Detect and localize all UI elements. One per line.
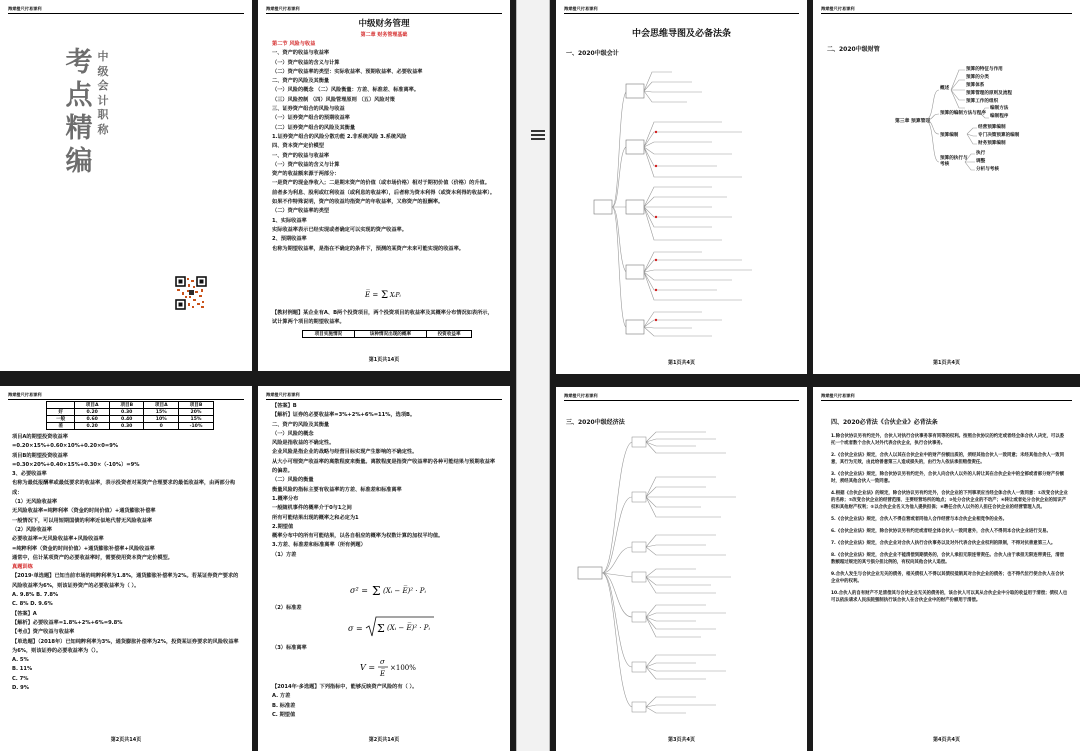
header-rule [821, 13, 1072, 14]
text-line: C. 8% D. 9.6% [12, 601, 53, 608]
text-line: 无风险收益率=纯粹利率（资金的时间价值）+通货膨胀补偿率 [12, 508, 156, 515]
page-header-label: 海棠橙尺付易课利 [821, 393, 855, 398]
text-line: 也称为期望收益率，是指在不确定的条件下，预测的某资产未来可能实现的收益率。 [272, 245, 464, 252]
text-line: C. 7% [12, 675, 29, 682]
table-cell: 10% [144, 416, 179, 423]
text-line: 二、资产的风险及其衡量 [272, 78, 330, 85]
text-line: 1.证券资产组合的风险分散功能 2.非系统风险 3.系统风险 [272, 133, 407, 140]
page-header-label: 海棠橙尺付易课利 [564, 6, 598, 11]
text-line: 四、资本资产定价模型 [272, 143, 324, 150]
text-line: 【2014年·多选题】下列指标中，能够反映资产风险的有（ ）。 [272, 684, 418, 690]
text-line: （三）风险控制 （四）风险管理原则 （五）风险对策 [272, 96, 395, 103]
text-line: 二、资产的风险及其衡量 [272, 421, 330, 428]
example-text: 【教材例题】某企业有A、B两个投资项目，两个投资项目的收益率及其概率分布情况如表所示，试计算两个项目的期望收益率。 [272, 310, 493, 325]
std-formula [346, 614, 436, 642]
table-cell: 0.60 [75, 416, 110, 423]
text-line: 3.方差、标准差和标准离率（所有例题） [272, 542, 366, 549]
text-line: 三、证券资产组合的风险与收益 [272, 106, 345, 113]
mindmap-branch-overview: 概述 [940, 86, 950, 91]
cover-small-title [95, 50, 111, 137]
table-cell: 0.30 [109, 423, 144, 430]
page-number: 第1页共14页 [368, 357, 400, 363]
text-line: C. 期望值 [272, 711, 296, 718]
text-line: （1）无风险收益率 [12, 499, 58, 506]
text-line: 2.期望值 [272, 523, 294, 530]
text-line: 【答案】B [272, 403, 297, 409]
page-header-label: 海棠橙尺付易课利 [821, 6, 855, 11]
text-line: （二）资产收益率的类型 [272, 208, 330, 215]
table-cell: 0.20 [75, 409, 110, 416]
law-article: 7.《合伙企业法》规定，合伙企业对合伙人执行合伙事务以及对外代表合伙企业权利的限制，不得对抗善意第三人。 [831, 541, 1056, 546]
svg-text:(Xᵢ − E̅)² · Pᵢ: (Xᵢ − E̅)² · Pᵢ [383, 587, 426, 595]
text-line: 一、资产的收益与收益率 [272, 152, 330, 159]
qr-code-image [175, 276, 207, 310]
table-cell: 15% [179, 416, 214, 423]
mindmap-leaf: 编制程序 [990, 114, 1009, 119]
text-line: （一）资产收益的含义与计算 [272, 161, 340, 168]
header-rule [8, 399, 244, 400]
text-line: （二）风险的衡量 [272, 477, 314, 484]
page-number: 第2页共14页 [368, 737, 400, 743]
text-line: （1）方差 [272, 551, 297, 558]
law-article: 6.《合伙企业法》规定，除合伙协议另有约定或者经全体合伙人一致同意外，合伙人不得同本合伙企业进行交易。 [831, 529, 1051, 534]
text-line: 前者多为利息、股利或红利收益（或利息的收益率），后者称为资本利得（或资本利得的收益率）。 [272, 189, 496, 196]
split-pane-divider[interactable] [516, 0, 550, 751]
table-header-cell: 项目B [179, 402, 214, 409]
cover-small-char: 计 [97, 93, 109, 107]
page-mindmap-law [556, 387, 807, 751]
mindmap-branch-execute: 预算的执行与考核 [940, 156, 968, 167]
cover-small-char: 职 [97, 108, 109, 121]
table-cell: 15% [144, 409, 179, 416]
cover-char: 点 [65, 80, 93, 111]
table-header-cell: 项目实施情况 [303, 331, 355, 338]
body-text [272, 683, 500, 720]
mindmap-leaf: 执行 [976, 151, 986, 156]
law-article: 2.《合伙企业法》规定，合伙人以其在合伙企业中的财产份额出质的，须经其他合伙人一致同意；未经其他合伙人一致同意，其行为无效，由此给善意第三人造成损失的，由行为人依法承担赔偿责任。 [831, 453, 1065, 465]
section-heading: 二、2020中级财管 [827, 46, 880, 53]
page-gap-horizontal [0, 371, 516, 386]
section-heading: 真题训练 [12, 564, 33, 571]
mindmap-leaf: 编制方法 [990, 106, 1009, 111]
table-header-cell: 投资收益率 [427, 331, 472, 338]
mindmap-leaf: 财务预算编制 [978, 141, 1006, 146]
text-line: =0.30×20%+0.40×15%+0.30×（-10%）=9% [12, 461, 140, 468]
text-line: 项目B的期望投资收益率 [12, 452, 68, 459]
text-line: 【单选题】（2018年）已知纯粹利率为3%，通货膨胀补偿率为2%，投资某证券要求的风险收益率为6%，则该证券的必要收益率为（）。 [12, 638, 239, 654]
svg-text:σ =: σ = [348, 624, 363, 633]
mindmap-leaf: 预算的分类 [966, 75, 989, 80]
text-line: 实际收益率表示已经实现或者确定可以实现的资产收益率。 [272, 226, 407, 233]
header-rule [564, 400, 799, 401]
page-header-label: 海棠橙尺付易课利 [266, 6, 300, 11]
body-text [12, 433, 242, 693]
cover-char: 编 [65, 146, 93, 177]
section-heading: 四、2020必背法《合伙企业》必背法条 [831, 419, 938, 426]
text-line: 所有可能结果出现的概率之和必定为1 [272, 514, 359, 521]
text-line: 【解析】证券的必要收益率=3%+2%+6%=11%，选项B。 [272, 412, 416, 419]
cover-small-char: 中 [97, 50, 109, 63]
law-article: 1.除合伙协议另有约定外，合伙人对执行合伙事务享有同等的权利。按照合伙协议的约定或者经全体合伙人决定，可以委托一个或者数个合伙人对外代表合伙企业，执行合伙事务。 [831, 434, 1065, 446]
page-gap-left-edge [550, 0, 556, 751]
section-heading: 一、2020中级会计 [566, 50, 619, 57]
text-line: 通常中，估计某项资产的必要收益率时，需要使用资本资产定价模型。 [12, 554, 173, 561]
header-rule [266, 13, 502, 14]
mindmap-leaf: 经营预算编制 [978, 125, 1006, 130]
cover-small-char: 级 [97, 64, 109, 78]
text-line: （二）证券资产组合的风险及其衡量 [272, 124, 356, 131]
law-articles [831, 433, 1068, 604]
svg-text:E̅ =: E̅ = [365, 291, 379, 299]
mindmap-leaves-execute [976, 150, 999, 174]
table-header-cell: 项目A [75, 402, 110, 409]
cover-char: 考 [65, 47, 93, 78]
page-mindmap-accounting [556, 0, 807, 374]
svg-text:σ: σ [380, 658, 385, 666]
table-cell: -10% [179, 423, 214, 430]
svg-text:×100%: ×100% [390, 664, 416, 672]
svg-text:σ² =: σ² = [350, 586, 368, 595]
table-header-cell: 该种情况出现的概率 [354, 331, 426, 338]
cover-small-char: 会 [97, 79, 109, 92]
text-line: 项目A的期望投资收益率 [12, 434, 68, 440]
table-cell: 0.40 [109, 416, 144, 423]
cover-big-title [64, 46, 94, 178]
chapter-subtitle: 第二章 财务管理基础 [360, 32, 408, 38]
table-cell: 好 [47, 409, 75, 416]
text-line: 企业风险是指企业的战略与经营目标实现产生影响的不确定性。 [272, 449, 418, 456]
page-number: 第1页共4页 [668, 360, 695, 366]
mindmap-leaf: 预算的特征与作用 [966, 67, 1003, 72]
law-article: 5.《合伙企业法》规定，合伙人不得自营或者同他人合作经营与本合伙企业相竞争的业务。 [831, 517, 1007, 522]
text-line: （一）证券资产组合的预期收益率 [272, 115, 350, 122]
table-row [47, 423, 214, 430]
mindmap-leaves-overview [966, 66, 1012, 106]
svg-text:Σ: Σ [381, 290, 389, 301]
page-finance-3 [258, 386, 510, 751]
text-line: 也称为最低报酬率或最低要求的收益率，表示投资者对某资产合理要求的最低收益率，由两部分构成： [12, 480, 236, 496]
table-header-cell: 项目B [109, 402, 144, 409]
body-text [272, 402, 500, 560]
text-line: B. 11% [12, 666, 33, 673]
text-line: 1.概率分布 [272, 495, 299, 502]
page-header-label: 海棠橙尺付易课利 [266, 392, 300, 397]
page-cover [0, 0, 252, 371]
text-line: （2）风险收益率 [12, 526, 52, 533]
table-cell: 差 [47, 423, 75, 430]
text-line: 衡量风险的指标主要有收益率的方差、标准差和标准离率 [272, 486, 402, 493]
mindmap-leaf: 调整 [976, 159, 986, 164]
svg-text:Σ: Σ [377, 622, 385, 635]
law-article: 4.根据《合伙企业法》的规定，除合伙协议另有约定外，合伙企业的下列事项应当经全体合伙人一致同意：①改变合伙企业的名称；②改变合伙企业的经营范围、主要经营场所的地点；③处分合伙企业的不动产；④转让或者处分合伙企业的知识产权和其他财产权利；⑤以合伙企业名义为他人提供担保；⑥聘任合伙人以外的人担任合伙企业的经营管理人员。 [831, 491, 1068, 510]
svg-text:E̅: E̅ [380, 670, 386, 678]
page-gap-horizontal [550, 374, 1080, 387]
text-line: 概率分布中的所有可能结果，以各自相应的概率为权数计算的加权平均值。 [272, 533, 444, 540]
table-row [47, 416, 214, 423]
mindmap-accounting [592, 62, 792, 342]
variance-formula [348, 578, 428, 602]
table-row [47, 409, 214, 416]
mindmap-leaf: 预算体系 [966, 83, 985, 88]
text-line: D. 9% [12, 685, 29, 692]
text-line: （一）资产收益的含义与计算 [272, 59, 340, 66]
mindmap-leaf: 专门决策预算的编制 [978, 133, 1020, 138]
page-header-label: 海棠橙尺付易课利 [8, 6, 42, 11]
mindmap-branch-methods: 预算的编制方法与程序 [940, 111, 986, 116]
expected-return-formula [364, 284, 404, 304]
text-line: 【答案】A [12, 610, 37, 617]
text-line: 必要收益率=无风险收益率+风险收益率 [12, 536, 104, 543]
text-line: 一般情况下，可以用短期国债的利率近似地代替无风险收益率 [12, 517, 153, 524]
text-line: 一、资产的收益与收益率 [272, 50, 330, 57]
law-article: 8.《合伙企业法》规定，合伙企业不能清偿到期债务的，合伙人承担无限连带责任。合伙人由于承担无限连带责任，清偿数额超过规定的其亏损分担比例的，有权向其他合伙人追偿。 [831, 553, 1065, 565]
svg-text:XᵢPᵢ: XᵢPᵢ [390, 292, 401, 299]
page-number: 第3页共4页 [668, 737, 695, 743]
text-line: 1、实际收益率 [272, 217, 307, 224]
body-text [272, 40, 500, 254]
mindmap-leaf: 预算工作的组织 [966, 99, 999, 104]
mindmap-leaves-compile [978, 124, 1019, 148]
splitter-grip-icon[interactable] [531, 128, 545, 142]
text-line: 3、必要收益率 [12, 471, 47, 478]
section-heading: 第二节 风险与收益 [272, 41, 316, 47]
mindmap-leaves-methods [990, 105, 1008, 121]
text-line: （一）风险的概念 [272, 430, 314, 437]
mindmap-leaf: 分析与考核 [976, 167, 999, 172]
text-line: 一是资产的现金净收入；二是期末资产的价值（或市场价格）相对于期初价值（价格）的升值。 [272, 180, 490, 187]
text-line: 【考点】资产收益与收益率 [12, 629, 75, 636]
svg-text:V =: V = [360, 663, 376, 672]
page-header-label: 海棠橙尺付易课利 [564, 393, 598, 398]
text-line: 资产的收益额来源于两部分： [272, 171, 340, 178]
page-number: 第2页共14页 [110, 737, 142, 743]
table-cell: 0.20 [75, 423, 110, 430]
text-line: 风险是指收益的不确定性。 [272, 440, 335, 447]
std-label: （2）标准差 [272, 605, 302, 611]
text-line: 【解析】必要收益率=1.8%+2%+6%=9.8% [12, 619, 123, 626]
table-cell: 0.30 [109, 409, 144, 416]
text-line: （一）风险的概念 （二）风险衡量：方差、标准差、标准离率。 [272, 87, 420, 94]
page-header-label: 海棠橙尺付易课利 [8, 392, 42, 397]
header-rule [821, 400, 1072, 401]
cover-small-char: 称 [97, 122, 109, 136]
text-line: 2、预期收益率 [272, 236, 307, 243]
page-finance-2 [0, 386, 252, 751]
text-line: （二）资产收益率的类型：实际收益率、预期收益率、必要收益率 [272, 68, 423, 75]
text-line: A. 方差 [272, 693, 291, 700]
mindmap-leaf: 预算管理的原则及流程 [966, 91, 1012, 96]
law-article: 10.合伙人的自有财产不足清偿其与合伙企业无关的债务的，该合伙人可以其从合伙企业中分取的收益用于清偿；债权人也可以依法请求人民法院强制执行该合伙人在合伙企业中的财产份额用于清偿。 [831, 591, 1068, 603]
header-rule [266, 399, 502, 400]
text-line: 一般随机事件的概率介于0与1之间 [272, 505, 352, 512]
section-heading: 三、2020中级经济法 [566, 419, 625, 426]
page-mindmap-finance [813, 0, 1080, 374]
table-cell: 一般 [47, 416, 75, 423]
cv-label: （3）标准离率 [272, 645, 307, 651]
page-partnership-law [813, 387, 1080, 751]
header-rule [564, 13, 799, 14]
cover-char: 精 [65, 113, 93, 144]
probability-table [46, 401, 214, 430]
mindmap-law [576, 427, 786, 717]
table-header-cell: 项目A [144, 402, 179, 409]
text-line: A. 5% [12, 657, 29, 664]
text-line: B. 标准差 [272, 702, 296, 709]
table-cell: 20% [179, 409, 214, 416]
cv-formula [358, 654, 428, 680]
svg-text:(Xᵢ − E̅)² · Pᵢ: (Xᵢ − E̅)² · Pᵢ [387, 624, 430, 632]
table-header-cell [47, 402, 75, 409]
page-number: 第4页共4页 [933, 737, 960, 743]
text-line: =0.20×15%+0.60×10%+0.20×0=9% [12, 443, 119, 450]
text-line: 【2019·单选题】已知当前市场的纯粹利率为1.8%，通货膨胀补偿率为2%。若某证券资产要求的风险收益率为6%，则该证券资产的必要收益率为（ ）。 [12, 573, 239, 589]
svg-text:Σ: Σ [372, 584, 381, 598]
table-cell: 0 [144, 423, 179, 430]
text-line: 如果不作特殊说明，资产的收益均指资产的年收益率，又称资产的报酬率。 [272, 199, 444, 206]
page-title: 中级财务管理 [358, 19, 410, 29]
page-finance-ch2 [258, 0, 510, 371]
header-rule [8, 13, 244, 14]
mindmap-branch-compile: 预算编制 [940, 133, 959, 138]
text-line: =纯粹利率（资金的时间价值）+通货膨胀补偿率+风险收益率 [12, 545, 155, 552]
law-article: 3.《合伙企业法》规定，除合伙协议另有约定外，合伙人向合伙人以外的人转让其在合伙企业中的全部或者部分财产份额时，须经其他合伙人一致同意。 [831, 472, 1065, 484]
page-number: 第1页共4页 [933, 360, 960, 366]
example-table [302, 330, 472, 338]
text-line: A. 9.8% B. 7.8% [12, 592, 59, 599]
text-line: 从大小可理资产收益率的离散程度来衡量。离散程度是指资产收益率的各种可能结果与预期收益率的偏差。 [272, 458, 496, 475]
page-title: 中会思维导图及必备法条 [631, 29, 731, 39]
mindmap-root: 第三章 预算管理 [895, 119, 931, 124]
law-article: 9.合伙人发生与合伙企业无关的债务，相关债权人不得以其债权抵销其对合伙企业的债务；也不得代位行使合伙人在合伙企业中的权利。 [831, 572, 1065, 584]
